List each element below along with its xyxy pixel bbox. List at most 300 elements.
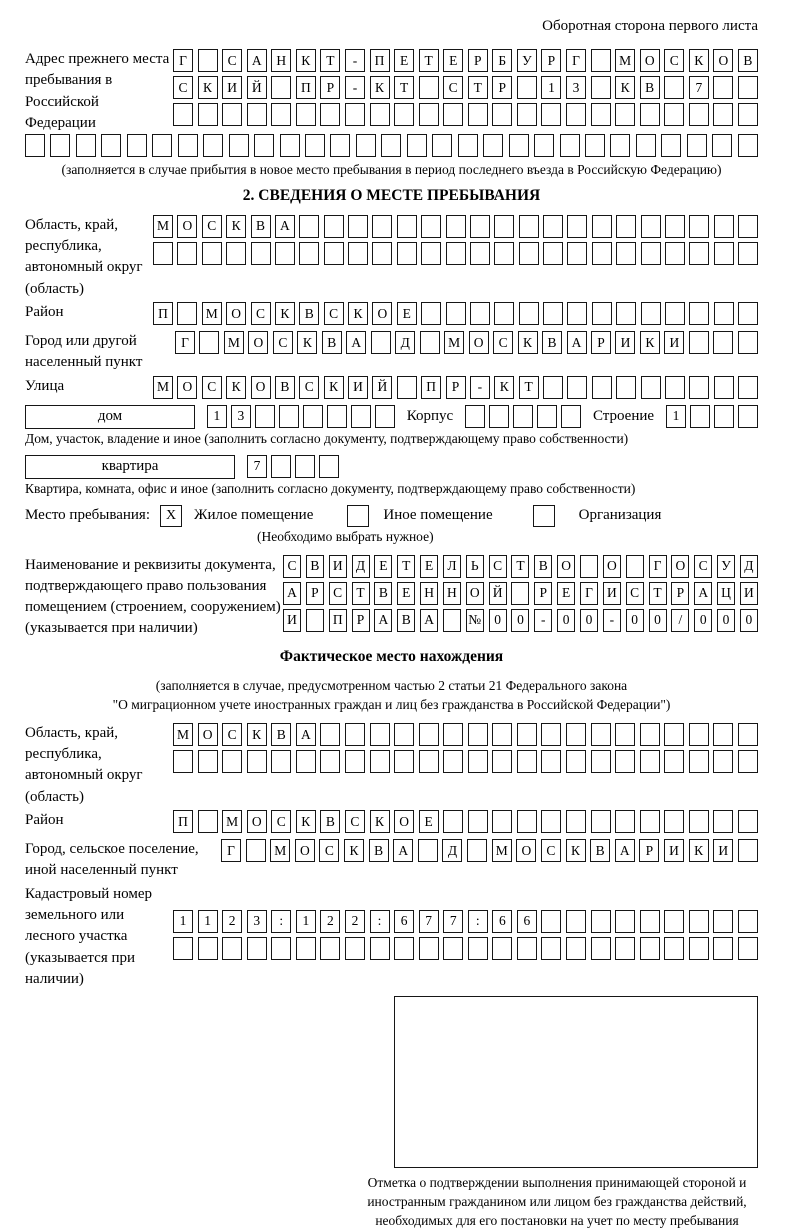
char-cell [592, 242, 612, 265]
char-cell [689, 215, 709, 238]
char-cell [640, 910, 660, 933]
house-box-label: дом [25, 405, 195, 429]
char-cell: М [173, 723, 193, 746]
char-cell: П [173, 810, 193, 833]
char-cell: В [590, 839, 610, 862]
char-cell: С [271, 810, 291, 833]
actual-region-label: Область, край, республика, автономный округ (область) [25, 724, 143, 805]
previous-address-caption: (заполняется в случае прибытия в новое место пребывания в период последнего въезда в Российскую Федерацию) [61, 162, 722, 178]
char-cell: А [694, 582, 712, 605]
char-cell [458, 134, 478, 157]
char-cell [296, 103, 316, 126]
char-cell: В [299, 302, 319, 325]
char-cell [714, 302, 734, 325]
char-cell [173, 937, 193, 960]
char-cell [419, 103, 439, 126]
char-cell [327, 405, 347, 428]
char-cell [541, 910, 561, 933]
char-cell [714, 242, 734, 265]
char-cell: С [626, 582, 644, 605]
char-cell [543, 302, 563, 325]
char-cell [303, 405, 323, 428]
char-cell [295, 455, 315, 478]
char-cell: 0 [626, 609, 644, 632]
char-cell [299, 242, 319, 265]
char-cell [421, 302, 441, 325]
char-cell [247, 103, 267, 126]
char-cell [689, 723, 709, 746]
char-cell: П [370, 49, 390, 72]
city-label: Город или другой населенный пункт [25, 332, 143, 371]
char-cell [324, 215, 344, 238]
actual-district-field [25, 810, 758, 837]
char-cell: А [275, 215, 295, 238]
char-cell [271, 750, 291, 773]
char-cell: О [295, 839, 315, 862]
char-cell: 7 [247, 455, 267, 478]
char-cell: 6 [394, 910, 414, 933]
char-cell: Е [397, 582, 415, 605]
stay-option-other-label: Иное помещение [383, 507, 493, 524]
char-cell [641, 242, 661, 265]
char-cell [541, 103, 561, 126]
char-cell [443, 609, 461, 632]
char-cell [591, 937, 611, 960]
char-cell: С [324, 302, 344, 325]
char-cell [419, 750, 439, 773]
char-cell [616, 302, 636, 325]
stay-option-organization-label: Организация [578, 507, 662, 524]
char-cell: Д [740, 555, 758, 578]
char-cell: О [394, 810, 414, 833]
char-cell: М [444, 331, 464, 354]
char-cell [543, 376, 563, 399]
char-cell: С [664, 49, 684, 72]
char-cell: Е [419, 810, 439, 833]
char-cell [279, 405, 299, 428]
char-cell: О [251, 376, 271, 399]
char-cell [517, 810, 537, 833]
char-cell: С [489, 555, 507, 578]
district-field [25, 302, 758, 329]
region-row-1 [153, 215, 758, 238]
char-cell [636, 134, 656, 157]
char-cell [689, 910, 709, 933]
char-cell [418, 839, 438, 862]
char-cell [561, 405, 581, 428]
char-cell [443, 810, 463, 833]
char-cell: - [534, 609, 552, 632]
char-cell: И [329, 555, 347, 578]
char-cell [664, 103, 684, 126]
char-cell [198, 937, 218, 960]
char-cell [494, 215, 514, 238]
char-cell: А [420, 609, 438, 632]
char-cell [348, 242, 368, 265]
actual-city-label: Город, сельское поселение, иной населенный пункт [25, 841, 199, 879]
char-cell [50, 134, 70, 157]
char-cell [591, 103, 611, 126]
char-cell [567, 215, 587, 238]
document-field [25, 555, 758, 640]
document-row-2 [283, 582, 758, 605]
char-cell: И [603, 582, 621, 605]
char-cell: Е [394, 49, 414, 72]
char-cell: С [345, 810, 365, 833]
char-cell [517, 750, 537, 773]
stay-option-residential-label: Жилое помещение [194, 507, 314, 524]
char-cell [517, 723, 537, 746]
char-cell [443, 750, 463, 773]
char-cell: В [275, 376, 295, 399]
district-label: Район [25, 303, 64, 320]
char-cell: М [202, 302, 222, 325]
char-cell: Р [446, 376, 466, 399]
char-cell [567, 242, 587, 265]
char-cell: Ь [466, 555, 484, 578]
char-cell [489, 405, 509, 428]
district-row [153, 302, 758, 325]
char-cell: П [329, 609, 347, 632]
char-cell: Т [320, 49, 340, 72]
char-cell: И [283, 609, 301, 632]
char-cell [247, 937, 267, 960]
char-cell [443, 103, 463, 126]
stay-type-note: (Необходимо выбрать нужное) [257, 528, 434, 544]
char-cell [254, 134, 274, 157]
char-cell [370, 103, 390, 126]
char-cell: 0 [580, 609, 598, 632]
city-field [25, 331, 758, 374]
char-cell: - [345, 49, 365, 72]
char-cell [689, 331, 709, 354]
char-cell [566, 750, 586, 773]
char-cell [177, 242, 197, 265]
previous-address-label: Адрес прежнего места пребывания в Российской Федерации [25, 51, 170, 131]
cadastral-field [25, 884, 758, 990]
char-cell [372, 242, 392, 265]
char-cell: Г [580, 582, 598, 605]
char-cell: С [319, 839, 339, 862]
char-cell: К [566, 839, 586, 862]
char-cell [320, 750, 340, 773]
char-cell [689, 750, 709, 773]
char-cell: Г [649, 555, 667, 578]
char-cell [371, 331, 391, 354]
char-cell: 0 [489, 609, 507, 632]
char-cell [198, 103, 218, 126]
actual-location-caption-line1: (заполняется в случае, предусмотренном частью 2 статьи 21 Федерального закона [155, 677, 628, 693]
char-cell [468, 937, 488, 960]
char-cell [173, 103, 193, 126]
char-cell: А [567, 331, 587, 354]
char-cell: О [603, 555, 621, 578]
char-cell: К [494, 376, 514, 399]
document-label: Наименование и реквизиты документа, подтверждающего право пользования помещением (строением, сооружением) (указывается при наличии) [25, 556, 281, 637]
char-cell [483, 134, 503, 157]
char-cell [421, 215, 441, 238]
char-cell [370, 937, 390, 960]
char-cell [468, 103, 488, 126]
char-cell [345, 723, 365, 746]
char-cell [306, 609, 324, 632]
char-cell [372, 215, 392, 238]
char-cell: П [153, 302, 173, 325]
char-cell: : [370, 910, 390, 933]
char-cell [738, 910, 758, 933]
char-cell: В [320, 810, 340, 833]
char-cell: С [299, 376, 319, 399]
char-cell: Д [442, 839, 462, 862]
char-cell [127, 134, 147, 157]
char-cell [713, 750, 733, 773]
char-cell [738, 215, 758, 238]
char-cell: В [306, 555, 324, 578]
char-cell [641, 215, 661, 238]
char-cell: И [740, 582, 758, 605]
char-cell: О [177, 215, 197, 238]
char-cell: А [283, 582, 301, 605]
char-cell: Т [419, 49, 439, 72]
house-caption: Дом, участок, владение и иное (заполнить согласно документу, подтверждающему право собственности) [25, 430, 629, 446]
char-cell [394, 937, 414, 960]
char-cell: В [271, 723, 291, 746]
char-cell [173, 750, 193, 773]
char-cell: П [296, 76, 316, 99]
char-cell: 0 [511, 609, 529, 632]
char-cell: Р [591, 331, 611, 354]
char-cell [615, 810, 635, 833]
char-cell [591, 810, 611, 833]
char-cell: Е [557, 582, 575, 605]
section2-title: 2. СВЕДЕНИЯ О МЕСТЕ ПРЕБЫВАНИЯ [242, 186, 541, 204]
char-cell [689, 810, 709, 833]
char-cell [591, 910, 611, 933]
char-cell [397, 242, 417, 265]
stay-type-label: Место пребывания: [25, 507, 150, 524]
char-cell [419, 76, 439, 99]
char-cell: 1 [207, 405, 227, 428]
char-cell [280, 134, 300, 157]
char-cell [251, 242, 271, 265]
stay-type-field [25, 505, 758, 527]
char-cell: О [198, 723, 218, 746]
char-cell: О [713, 49, 733, 72]
char-cell [222, 750, 242, 773]
actual-region-row-1 [173, 723, 758, 746]
char-cell: Т [394, 76, 414, 99]
char-cell: М [153, 376, 173, 399]
char-cell: Е [443, 49, 463, 72]
char-cell [713, 76, 733, 99]
char-cell: - [603, 609, 621, 632]
char-cell: 1 [666, 405, 686, 428]
char-cell [101, 134, 121, 157]
char-cell [348, 215, 368, 238]
char-cell: А [393, 839, 413, 862]
char-cell: С [222, 723, 242, 746]
char-cell: О [247, 810, 267, 833]
char-cell: Г [173, 49, 193, 72]
char-cell: К [226, 376, 246, 399]
char-cell [738, 937, 758, 960]
char-cell: К [226, 215, 246, 238]
char-cell [738, 723, 758, 746]
actual-region-row-2 [173, 750, 758, 773]
char-cell [296, 937, 316, 960]
char-cell [664, 723, 684, 746]
char-cell [407, 134, 427, 157]
char-cell [665, 376, 685, 399]
char-cell [470, 302, 490, 325]
char-cell: И [713, 839, 733, 862]
house-number-cells [207, 405, 395, 428]
char-cell: Б [492, 49, 512, 72]
char-cell: 0 [740, 609, 758, 632]
char-cell [567, 376, 587, 399]
char-cell: 6 [517, 910, 537, 933]
char-cell: Т [397, 555, 415, 578]
char-cell [198, 750, 218, 773]
char-cell [738, 405, 758, 428]
stay-option-residential-checkbox: X [160, 505, 182, 527]
char-cell: К [689, 839, 709, 862]
char-cell: И [664, 331, 684, 354]
char-cell: О [671, 555, 689, 578]
char-cell: 3 [247, 910, 267, 933]
char-cell: 7 [443, 910, 463, 933]
previous-address-row-3 [173, 103, 758, 126]
char-cell: В [322, 331, 342, 354]
char-cell [177, 302, 197, 325]
char-cell [616, 376, 636, 399]
char-cell: С [273, 331, 293, 354]
char-cell [519, 242, 539, 265]
char-cell [738, 750, 758, 773]
actual-region-field [25, 723, 758, 808]
char-cell [664, 750, 684, 773]
char-cell [661, 134, 681, 157]
page-side-note: Оборотная сторона первого листа [542, 18, 758, 34]
char-cell: М [270, 839, 290, 862]
char-cell [712, 134, 732, 157]
char-cell: М [492, 839, 512, 862]
stay-option-organization-checkbox [533, 505, 555, 527]
char-cell: В [534, 555, 552, 578]
char-cell: К [370, 810, 390, 833]
char-cell: С [251, 302, 271, 325]
char-cell: Е [397, 302, 417, 325]
char-cell [640, 810, 660, 833]
char-cell [615, 723, 635, 746]
stay-option-other-checkbox [347, 505, 369, 527]
char-cell: № [466, 609, 484, 632]
char-cell [689, 376, 709, 399]
char-cell [615, 910, 635, 933]
char-cell [543, 242, 563, 265]
previous-address-row-2 [173, 76, 758, 99]
char-cell [351, 405, 371, 428]
char-cell [492, 103, 512, 126]
korpus-label: Корпус [406, 408, 454, 425]
char-cell: В [640, 76, 660, 99]
char-cell [446, 302, 466, 325]
char-cell: Р [671, 582, 689, 605]
char-cell: 2 [222, 910, 242, 933]
char-cell [296, 750, 316, 773]
char-cell: Т [352, 582, 370, 605]
char-cell [738, 242, 758, 265]
char-cell: А [615, 839, 635, 862]
char-cell: И [615, 331, 635, 354]
char-cell [689, 103, 709, 126]
char-cell [714, 215, 734, 238]
char-cell [616, 242, 636, 265]
char-cell: Д [352, 555, 370, 578]
char-cell [271, 76, 291, 99]
char-cell [375, 405, 395, 428]
char-cell [738, 376, 758, 399]
char-cell: О [640, 49, 660, 72]
char-cell [153, 242, 173, 265]
char-cell: Н [420, 582, 438, 605]
char-cell: Т [519, 376, 539, 399]
char-cell: С [202, 376, 222, 399]
char-cell [610, 134, 630, 157]
char-cell: Н [443, 582, 461, 605]
char-cell [465, 405, 485, 428]
char-cell [446, 242, 466, 265]
char-cell [641, 376, 661, 399]
char-cell: А [296, 723, 316, 746]
char-cell: 7 [689, 76, 709, 99]
char-cell [640, 103, 660, 126]
char-cell [468, 750, 488, 773]
region-row-2 [153, 242, 758, 265]
char-cell [689, 302, 709, 325]
char-cell: С [694, 555, 712, 578]
region-field [25, 215, 758, 300]
char-cell: И [664, 839, 684, 862]
apartment-box-label: квартира [25, 455, 235, 479]
char-cell [443, 723, 463, 746]
char-cell: 2 [320, 910, 340, 933]
char-cell [664, 810, 684, 833]
char-cell [738, 810, 758, 833]
char-cell [492, 937, 512, 960]
char-cell: 1 [296, 910, 316, 933]
char-cell: Й [372, 376, 392, 399]
apartment-cells [247, 455, 339, 478]
previous-address-row-4 [25, 134, 758, 157]
char-cell: 1 [198, 910, 218, 933]
char-cell: С [443, 76, 463, 99]
char-cell [534, 134, 554, 157]
char-cell [592, 376, 612, 399]
char-cell: 0 [557, 609, 575, 632]
char-cell [641, 302, 661, 325]
char-cell [541, 723, 561, 746]
char-cell: К [689, 49, 709, 72]
apartment-field [25, 455, 758, 479]
char-cell: 7 [419, 910, 439, 933]
char-cell [585, 134, 605, 157]
char-cell [381, 134, 401, 157]
char-cell: У [517, 49, 537, 72]
char-cell [421, 242, 441, 265]
actual-city-row [221, 839, 758, 862]
previous-address-row-1 [173, 49, 758, 72]
